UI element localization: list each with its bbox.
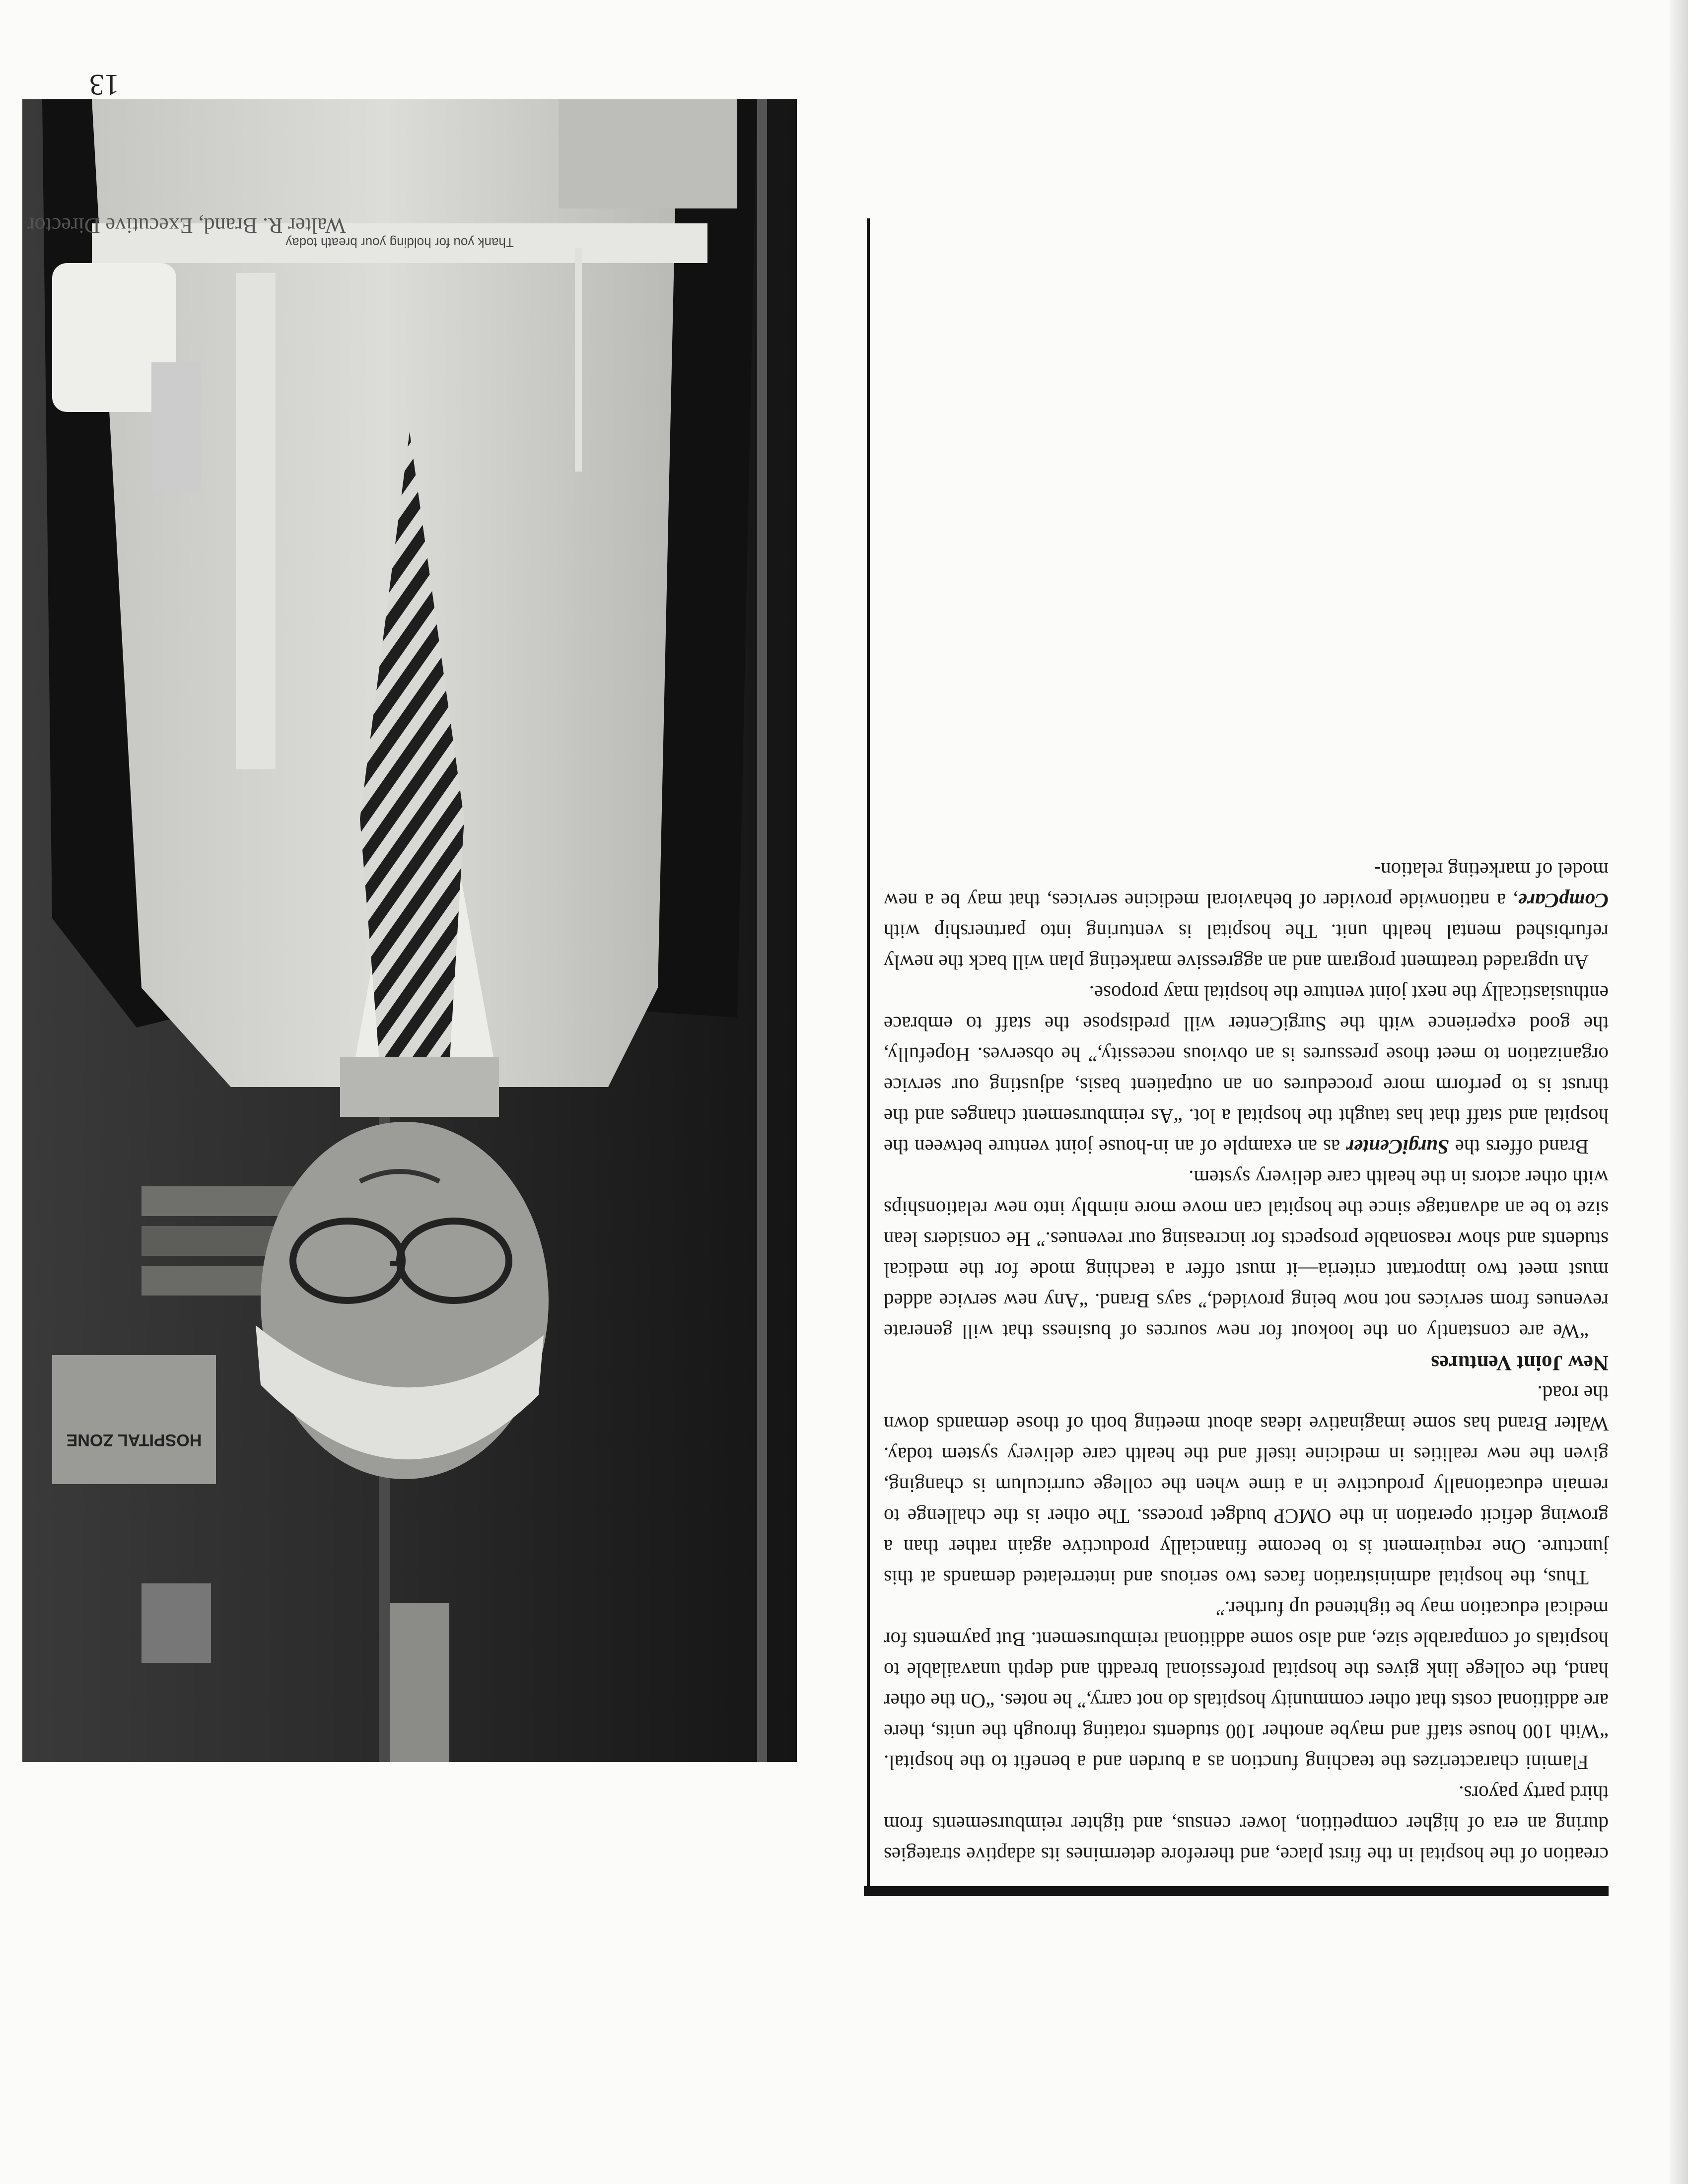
article-column [864,218,1609,1896]
paragraph: “We are constantly on the lookout for new sources of business that will generate revenues from services not now being provided,” says Brand. “Any new service added must meet two important criteria—it must offer a teaching mode for the medical students and show reasonable prospects for increasing our revenues.” He considers lean size to be an advantage since the hospital can move more nimbly into new relationships with other actors in the health care delivery system. [884,1166,1609,1343]
desk-object [559,99,737,208]
desk-plate-text: Thank you for holding your breath today [285,235,514,250]
paragraph: Thus, the hospital administration faces two serious and interrelated demands at this juncture. One requirement is to become financially productive again rather than a growing deficit operation in the OMCP budget process. The other is the challenge to remain educationally productive in a time when the college curriculum is changing, given the new realities in medicine itself and the health care delivery system today. Walter Brand has some imaginative ideas about meeting both of those demands down the road. [884,1382,1609,1589]
paragraph [884,978,1609,1162]
emphasis-surgicenter: SurgiCenter [1346,1136,1449,1159]
emphasis-compcare: CompCare [1518,889,1609,912]
text-run: Brand offers the [1449,1136,1589,1159]
text-run: An upgraded treatment program and an aggressive marketing plan will back the newly refurbished mental health unit. The hospital is venturing into partnership with [884,920,1609,974]
paragraph: creation of the hospital in the first place, and therefore determines its adaptive strategies during an era of higher competition, lower census, and tighter reimbursements from third party payors. [884,1782,1609,1866]
article-body [884,855,1609,1870]
paragraph: Flamini characterizes the teaching function as a burden and a benefit to the hospital. “With 100 house staff and maybe another 100 students rotating through the units, there are additional costs that other community hospitals do not carry,” he notes. “On the other hand, the college link gives the hospital professional breadth and depth unavailable to hospitals of comparable size, and also some additional reimbursement. But payments for medical education may be tightened up further.” [884,1597,1609,1774]
paragraph [884,855,1609,978]
pen-holder [236,273,276,769]
page-spine-shadow [1670,0,1688,2184]
photo-caption: Walter R. Brand, Executive Director [27,213,346,238]
section-heading: New Joint Ventures [1431,1351,1609,1374]
column-top-rule [864,1886,1609,1896]
text-run: , a nationwide provider of behavioral medicine services, that may be a new model of marketing relation- [884,859,1609,912]
hospital-zone-sign-text: HOSPITAL ZONE [66,1431,202,1449]
portrait-illustration [22,99,797,1762]
portrait-photo [22,99,797,1762]
page-number: 13 [89,68,119,101]
hospital-zone-sign [52,1355,216,1484]
text-run: as an example of an in-house joint venture between the hospital and staff that has taught the hospital a lot. “As reimbursement changes and the thrust is to perform more procedures on an outpatient basis, adjusting our service organization to meet those pressures is an obvious necessity,” he observes. Hopefully, the good experience with the SurgiCenter will predispose the staff to embrace enthusiastically the next joint venture the hospital may propose. [884,982,1609,1159]
column-side-rule [867,218,870,1896]
